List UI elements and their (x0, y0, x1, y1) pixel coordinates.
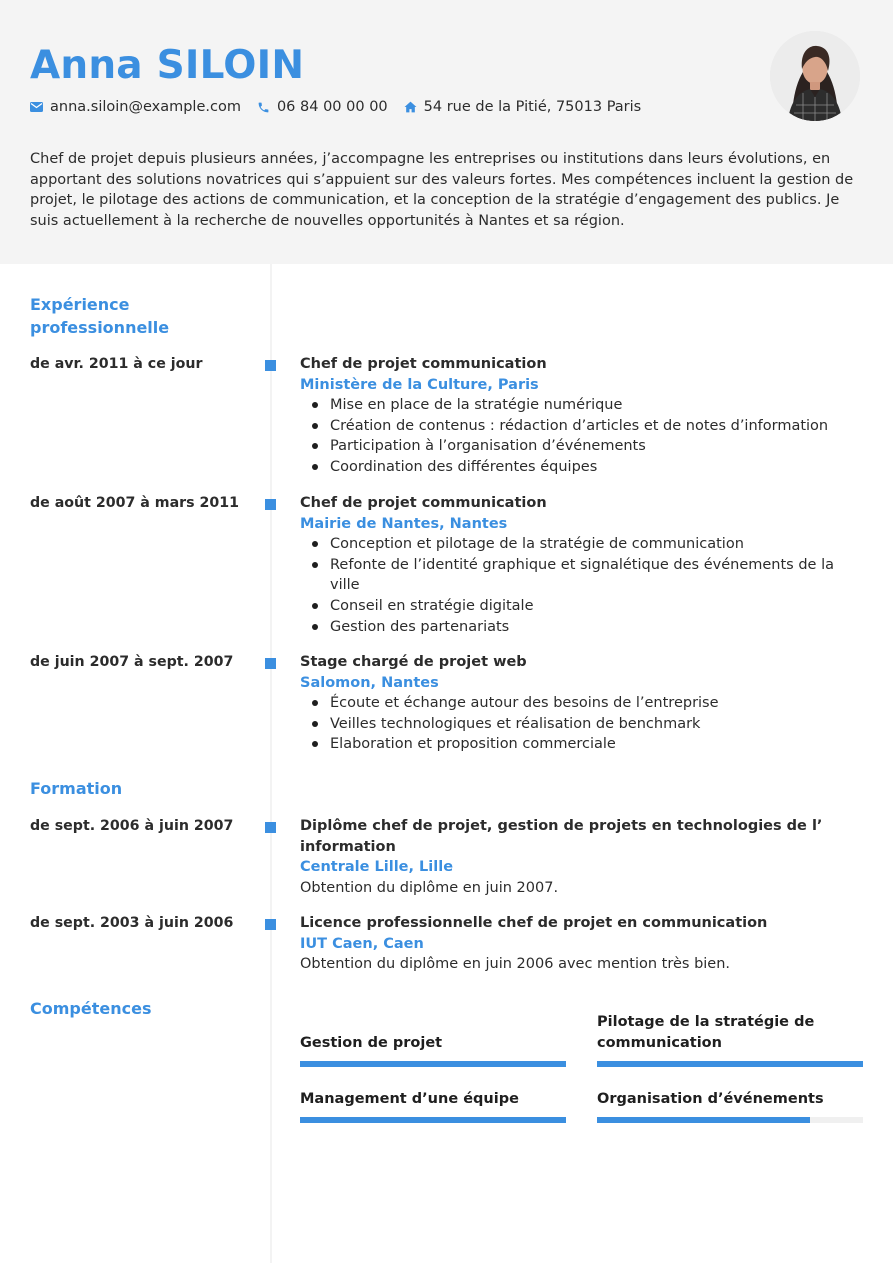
degree-description: Obtention du diplôme en juin 2006 avec mention très bien. (300, 956, 731, 973)
contact-line (30, 96, 657, 118)
address-text: 54 rue de la Pitié, 75013 Paris (423, 99, 642, 115)
cv-header (0, 0, 893, 264)
skill-item (300, 1033, 566, 1068)
skills-section-title: Compétences (30, 999, 152, 1018)
experience-date: de juin 2007 à sept. 2007 (30, 654, 234, 670)
job-title: Stage chargé de projet web (300, 654, 527, 670)
skill-label: Organisation d’événements (597, 1091, 824, 1107)
timeline-marker (265, 822, 276, 833)
degree-description: Obtention du diplôme en juin 2007. (300, 879, 559, 896)
task-item: Refonte de l’identité graphique et signalétique des événements de la ville (300, 555, 863, 596)
task-item: Participation à l’organisation d’événements (300, 436, 863, 457)
task-item: Création de contenus : rédaction d’articles et de notes d’information (300, 416, 863, 437)
timeline-marker (265, 658, 276, 669)
task-item: Coordination des différentes équipes (300, 457, 863, 478)
experience-date: de août 2007 à mars 2011 (30, 495, 240, 511)
degree-title: Licence professionnelle chef de projet en communication (300, 915, 768, 931)
task-item: Conseil en stratégie digitale (300, 596, 863, 617)
education-entry (300, 913, 863, 975)
profile-summary: Chef de projet depuis plusieurs années, j’accompagne les entreprises ou institutions dans leurs évolutions, en apportant des solutions novatrices qui s’appuient sur des valeurs fortes. Mes compétences incluent la gestion de projet, le pilotage des actions de communication, et la conception de la stratégie d’engagement des publics. Je suis actuellement à la recherche de nouvelles opportunités à Nantes et sa région. (30, 151, 854, 229)
timeline-marker (265, 360, 276, 371)
education-section-title: Formation (30, 779, 123, 798)
contact-address (404, 99, 642, 115)
school: IUT Caen, Caen (300, 935, 424, 952)
timeline-marker (265, 499, 276, 510)
education-date: de sept. 2006 à juin 2007 (30, 818, 234, 834)
task-list (300, 395, 863, 477)
task-list (300, 534, 863, 637)
employer: Salomon, Nantes (300, 674, 439, 691)
phone-icon (257, 101, 270, 114)
skill-bar (597, 1061, 863, 1067)
skill-level-fill (300, 1061, 566, 1067)
job-title: Chef de projet communication (300, 356, 547, 372)
skill-level-fill (597, 1117, 810, 1123)
experience-section-title: Expérience professionnelle (30, 295, 170, 337)
timeline-marker (265, 919, 276, 930)
experience-date: de avr. 2011 à ce jour (30, 356, 203, 372)
experience-entry (300, 493, 863, 637)
experience-entry (300, 652, 863, 755)
skill-bar (300, 1061, 566, 1067)
contact-email (30, 99, 241, 115)
task-item: Mise en place de la stratégie numérique (300, 395, 863, 416)
candidate-name: Anna SILOIN (30, 43, 305, 88)
task-item: Écoute et échange autour des besoins de l’entreprise (300, 693, 863, 714)
contact-phone (257, 99, 388, 115)
school: Centrale Lille, Lille (300, 859, 454, 876)
skill-item (300, 1089, 566, 1124)
timeline-divider (270, 264, 272, 1263)
task-item: Conception et pilotage de la stratégie de communication (300, 534, 863, 555)
education-entry (300, 816, 863, 898)
employer: Mairie de Nantes, Nantes (300, 515, 508, 532)
email-text: anna.siloin@example.com (50, 99, 241, 115)
skill-bar (597, 1117, 863, 1123)
skill-item (597, 1012, 863, 1068)
task-item: Elaboration et proposition commerciale (300, 734, 863, 755)
employer: Ministère de la Culture, Paris (300, 376, 539, 393)
envelope-icon (30, 102, 43, 112)
degree-title: Diplôme chef de projet, gestion de projets en technologies de l’ information (300, 818, 823, 855)
task-item: Gestion des partenariats (300, 617, 863, 638)
skill-item (597, 1089, 863, 1124)
skill-label: Gestion de projet (300, 1035, 443, 1051)
task-item: Veilles technologiques et réalisation de benchmark (300, 714, 863, 735)
phone-text: 06 84 00 00 00 (276, 99, 388, 115)
education-date: de sept. 2003 à juin 2006 (30, 915, 234, 931)
skill-label: Pilotage de la stratégie de communication (597, 1014, 815, 1051)
job-title: Chef de projet communication (300, 495, 547, 511)
skill-bar (300, 1117, 566, 1123)
skill-level-fill (300, 1117, 566, 1123)
home-icon (404, 101, 417, 113)
profile-photo (770, 31, 860, 121)
task-list (300, 693, 863, 755)
skill-label: Management d’une équipe (300, 1091, 519, 1107)
experience-entry (300, 354, 863, 478)
skill-level-fill (597, 1061, 863, 1067)
